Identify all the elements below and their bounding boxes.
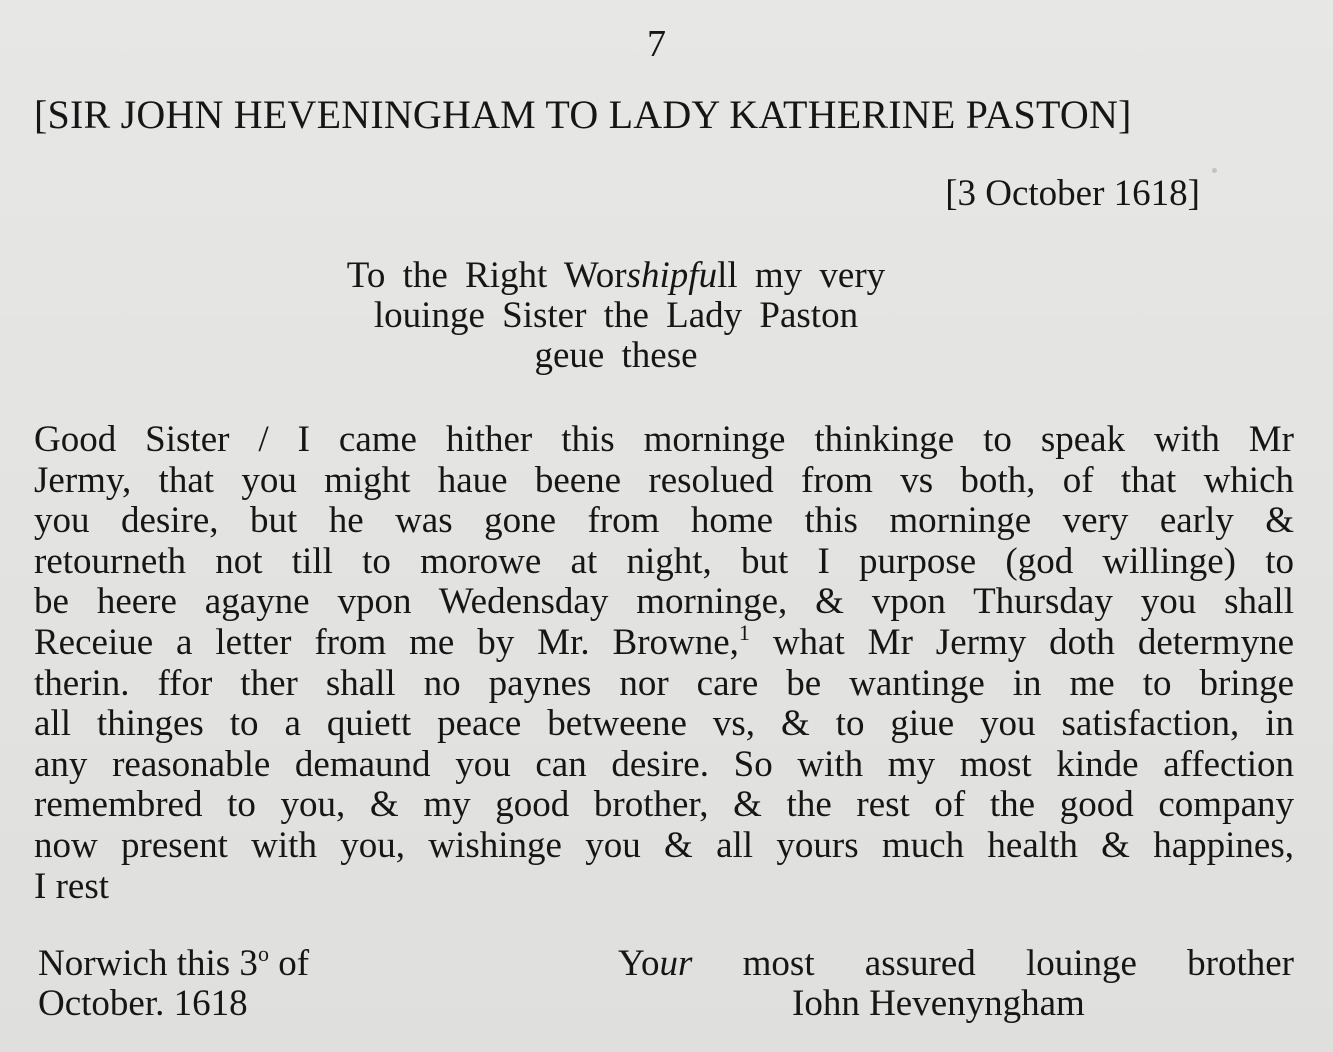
letter-address — [250, 256, 982, 376]
letter-title: [SIR JOHN HEVENINGHAM TO LADY KATHERINE PASTON] — [34, 92, 1132, 137]
closing-signature — [618, 944, 1294, 1024]
signature-name: Iohn Hevenyngham — [792, 983, 1085, 1024]
place-date-line-1: Norwich this 3$^o$ of — [38, 941, 310, 984]
address-line-1: To the Right Worshipfull my very — [346, 255, 886, 296]
place-date-line-2: October. 1618 — [38, 983, 248, 1024]
body-line-4: retourneth not till to morowe at night, but I purpose (god willinge) to — [34, 540, 1294, 582]
body-line-3: you desire, but he was gone from home this morninge very early & — [34, 500, 1294, 542]
body-line-8: all thinges to a quiett peace betweene vs, & to giue you satisfaction, in — [34, 703, 1294, 745]
letter-body — [34, 420, 1294, 907]
body-line-11: now present with you, wishinge you & all yours much health & happines, — [34, 824, 1294, 866]
paper-speck — [1212, 168, 1217, 173]
closing-line: Your most assured louinge brother — [618, 943, 1294, 984]
body-line-6: Receiue a letter from me by Mr. Browne,$^1$ what Mr Jermy doth determyne — [34, 619, 1294, 663]
page-number: 7 — [647, 23, 666, 65]
place-and-date — [38, 941, 310, 1024]
body-line-12: I rest — [34, 865, 109, 907]
body-line-1: Good Sister / I came hither this morninge thinkinge to speak with Mr — [34, 419, 1294, 460]
footnote-marker: 1 — [738, 619, 750, 645]
body-line-5: be heere agayne vpon Wedensday morninge, & vpon Thursday you shall — [34, 581, 1294, 623]
letter-date: [3 October 1618] — [945, 173, 1200, 214]
body-line-9: any reasonable demaund you can desire. So with my most kinde affection — [34, 743, 1294, 785]
address-line-2: louinge Sister the Lady Paston — [373, 295, 859, 336]
body-line-2: Jermy, that you might haue beene resolued from vs both, of that which — [34, 459, 1294, 501]
body-line-10: remembred to you, & my good brother, & the rest of the good company — [34, 784, 1294, 826]
body-line-7: therin. ffor ther shall no paynes nor care be wantinge in me to bringe — [34, 662, 1294, 704]
address-line-3: geue these — [534, 335, 698, 376]
